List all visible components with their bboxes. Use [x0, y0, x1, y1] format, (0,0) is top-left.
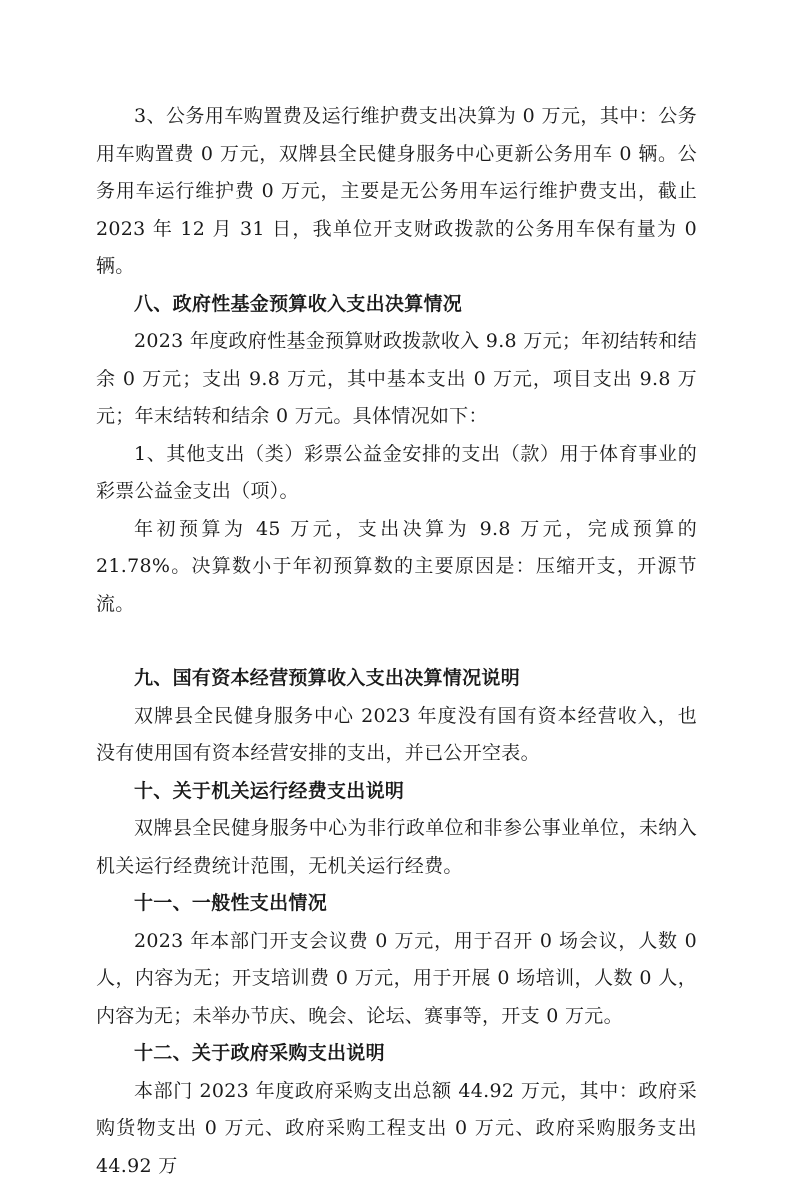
- paragraph-fund-budget: 2023 年度政府性基金预算财政拨款收入 9.8 万元；年初结转和结余 0 万元；支出 9.8 万元，其中基本支出 0 万元，项目支出 9.8 万元；年末结转和结余 0 万元。具体情况如下：: [96, 323, 697, 436]
- section-heading-8: 八、政府性基金预算收入支出决算情况: [96, 286, 697, 324]
- section-heading-12: 十二、关于政府采购支出说明: [96, 1035, 697, 1073]
- paragraph-operating-costs: 双牌县全民健身服务中心为非行政单位和非参公事业单位，未纳入机关运行经费统计范围，无机关运行经费。: [96, 810, 697, 885]
- paragraph-lottery-item: 1、其他支出（类）彩票公益金安排的支出（款）用于体育事业的彩票公益金支出（项）。: [96, 436, 697, 511]
- paragraph-state-capital: 双牌县全民健身服务中心 2023 年度没有国有资本经营收入，也没有使用国有资本经营安排的支出，并已公开空表。: [96, 698, 697, 773]
- section-heading-10: 十、关于机关运行经费支出说明: [96, 773, 697, 811]
- paragraph-general-expenses: 2023 年本部门开支会议费 0 万元，用于召开 0 场会议，人数 0 人，内容为无；开支培训费 0 万元，用于开展 0 场培训，人数 0 人，内容为无；未举办节庆、晚会、论坛、赛事等，开支 0 万元。: [96, 923, 697, 1036]
- blank-line: [96, 623, 697, 660]
- section-heading-9: 九、国有资本经营预算收入支出决算情况说明: [96, 660, 697, 698]
- section-heading-11: 十一、一般性支出情况: [96, 885, 697, 923]
- paragraph-procurement: 本部门 2023 年度政府采购支出总额 44.92 万元，其中：政府采购货物支出 0 万元、政府采购工程支出 0 万元、政府采购服务支出 44.92 万: [96, 1073, 697, 1185]
- document-page: [96, 98, 697, 1185]
- paragraph-vehicle-costs: 3、公务用车购置费及运行维护费支出决算为 0 万元，其中：公务用车购置费 0 万元，双牌县全民健身服务中心更新公务用车 0 辆。公务用车运行维护费 0 万元，主要是无公务用车运行维护费支出，截止 2023 年 12 月 31 日，我单位开支财政拨款的公务用车保有量为 0 辆。: [96, 98, 697, 286]
- paragraph-lottery-budget: 年初预算为 45 万元，支出决算为 9.8 万元，完成预算的 21.78%。决算数小于年初预算数的主要原因是：压缩开支，开源节流。: [96, 511, 697, 624]
